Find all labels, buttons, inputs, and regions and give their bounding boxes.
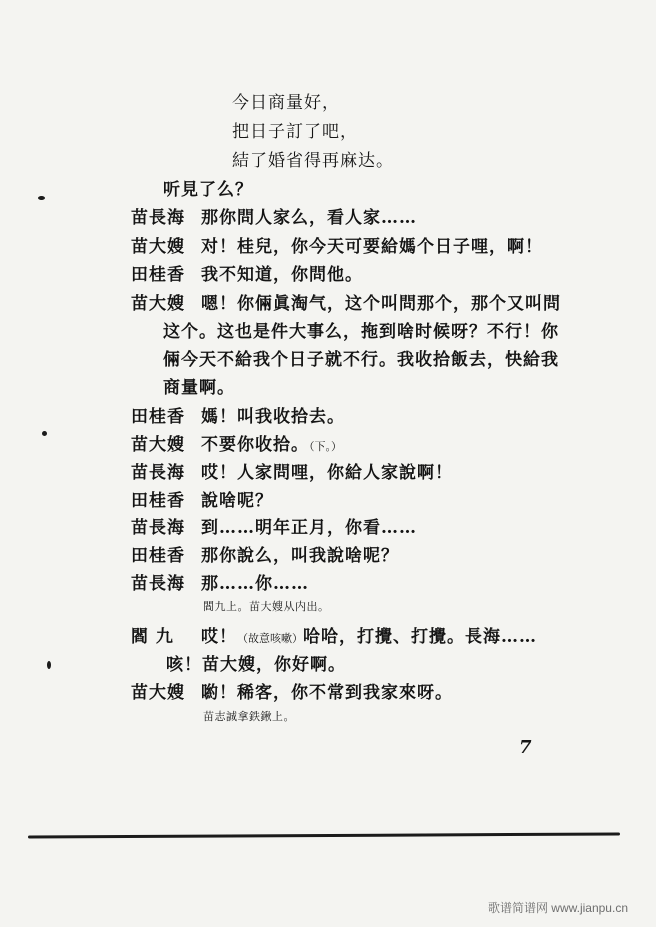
speech-main: 不要你收拾。 bbox=[201, 435, 309, 455]
speaker-name: 苗大嫂 bbox=[131, 683, 185, 703]
speaker-name: 苗長海 bbox=[131, 208, 185, 228]
intro-line: 听見了么？ bbox=[163, 180, 253, 200]
ink-speck bbox=[47, 661, 51, 669]
speaker-name: 苗大嫂 bbox=[131, 435, 185, 455]
speech-text: 說啥呢？ bbox=[201, 491, 273, 511]
speech-text: 媽！叫我收拾去。 bbox=[201, 407, 345, 427]
speech-continuation: 这个。这也是件大事么，拖到啥时候呀？不行！你 bbox=[163, 322, 559, 342]
stage-direction: 苗志誠拿鉄鍬上。 bbox=[203, 710, 295, 723]
speaker-name: 閻 九 bbox=[131, 627, 174, 647]
speaker-name: 苗大嫂 bbox=[131, 294, 185, 314]
speech-continuation: 倆今天不給我个日子就不行。我收拾飯去，快給我 bbox=[163, 350, 559, 370]
speech-part-1: 哎！ bbox=[201, 627, 237, 647]
speech-text bbox=[201, 430, 342, 455]
speech-text bbox=[201, 622, 537, 647]
speaker-name: 苗長海 bbox=[131, 574, 185, 594]
speech-text: 到……明年正月，你看…… bbox=[201, 518, 417, 538]
speech-part-2: 哈哈，打攪、打攪。長海…… bbox=[303, 627, 537, 647]
verse-line-1: 今日商量好， bbox=[232, 93, 340, 113]
speech-text: 那……你…… bbox=[201, 574, 309, 594]
ink-speck bbox=[38, 196, 45, 200]
speaker-name: 苗長海 bbox=[131, 463, 185, 483]
speech-text: 哎！人家問哩，你給人家說啊！ bbox=[201, 463, 453, 483]
stage-note: （下。） bbox=[309, 440, 342, 453]
speech-text: 对！桂兒，你今天可要給媽个日子哩，啊！ bbox=[201, 237, 543, 257]
speaker-name: 田桂香 bbox=[131, 491, 185, 511]
stage-direction: 閻九上。苗大嫂从内出。 bbox=[203, 600, 330, 613]
speech-text: 我不知道，你問他。 bbox=[201, 265, 363, 285]
speaker-name: 苗大嫂 bbox=[131, 237, 185, 257]
page-number: 7 bbox=[519, 737, 532, 758]
bottom-rule bbox=[28, 832, 620, 838]
speech-text: 嗯！你倆眞淘气，这个叫問那个，那个又叫問 bbox=[201, 294, 561, 314]
speech-continuation: 商量啊。 bbox=[163, 378, 235, 398]
speech-continuation: 咳！苗大嫂，你好啊。 bbox=[166, 655, 346, 675]
speech-text: 那你問人家么，看人家…… bbox=[201, 208, 417, 228]
speaker-name: 田桂香 bbox=[131, 265, 185, 285]
stage-note: （故意咳嗽） bbox=[237, 632, 303, 645]
speech-text: 那你說么，叫我說啥呢？ bbox=[201, 546, 399, 566]
speaker-name: 苗長海 bbox=[131, 518, 185, 538]
speech-text: 喲！稀客，你不常到我家來呀。 bbox=[201, 683, 453, 703]
watermark: 歌谱简谱网 www.jianpu.cn bbox=[487, 901, 628, 915]
ink-speck bbox=[42, 431, 47, 436]
speaker-name: 田桂香 bbox=[131, 407, 185, 427]
speaker-name: 田桂香 bbox=[131, 546, 185, 566]
verse-line-3: 結了婚省得再麻达。 bbox=[232, 151, 394, 171]
verse-line-2: 把日子訂了吧， bbox=[232, 122, 358, 142]
